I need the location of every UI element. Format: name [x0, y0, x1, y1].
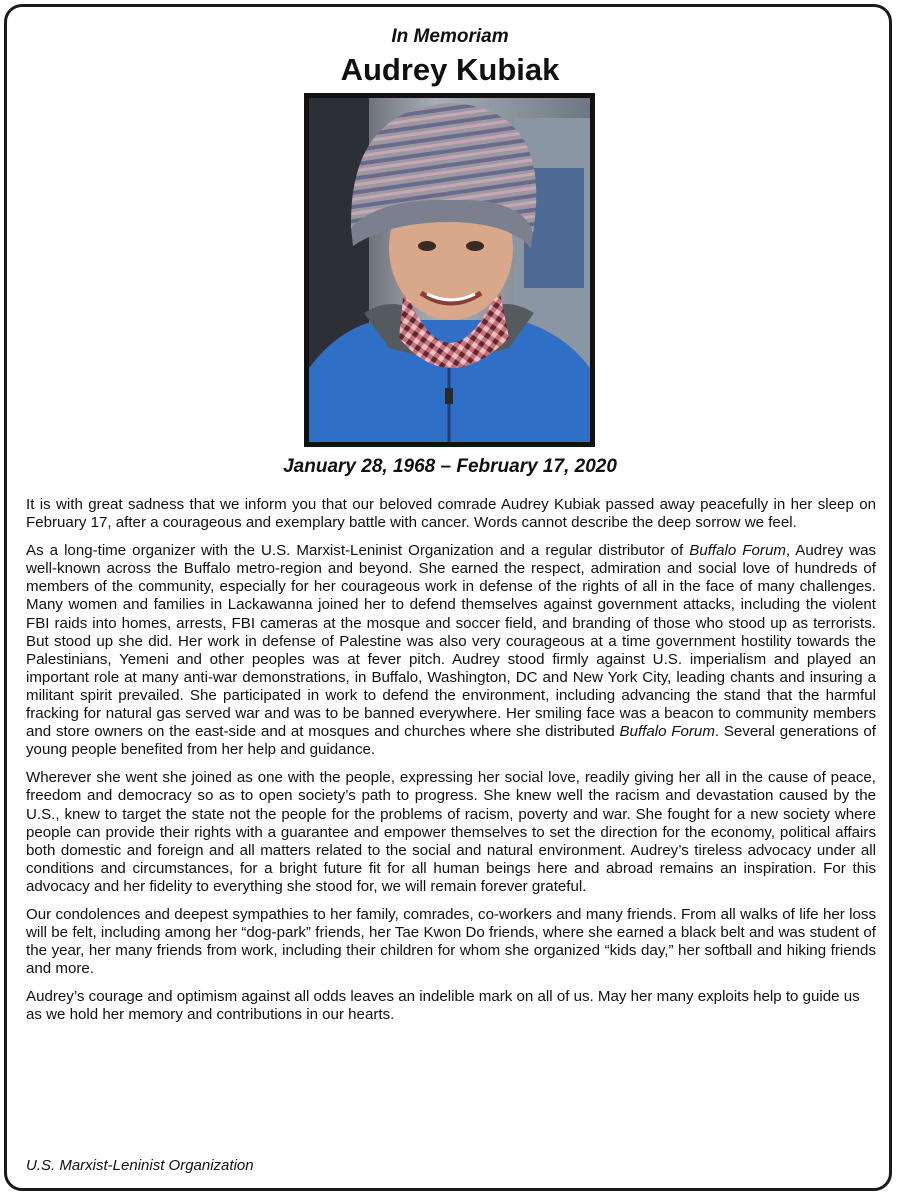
paragraph-1: It is with great sadness that we inform you that our beloved comrade Audrey Kubiak passed away peacefully in her sleep on February 17, after a courageous and exemplary battle with cancer. Words cannot describe the deep sorrow we feel. — [26, 496, 876, 532]
portrait-illustration — [309, 98, 590, 442]
portrait-photo — [304, 93, 595, 447]
signature: U.S. Marxist-Leninist Organization — [26, 1157, 254, 1174]
publication-title: Buffalo Forum — [619, 723, 715, 741]
paragraph-2-text-b: , Audrey was well-known across the Buffalo metro-region and beyond. She earned the respect, admiration and social love of hundreds of members of the community, especially for her courageous work in defense of the rights of all in the face of many challenges. Many women and families in Lackawanna joined her to defend themselves against government attacks, including the violent FBI raids into homes, arrests, FBI cameras at the mosque and soccer field, and branding of those who stood up as terrorists. But stood up she did. Her work in defense of Palestine was also very courageous at a time government hostility towards the Palestinians, Yemeni and other peoples was at fever pitch. Audrey stood firmly against U.S. imperialism and played an important role at many anti-war demonstrations, in Buffalo, Washington, DC and New York City, leading chants and insuring a militant spirit prevailed. She participated in work to defend the environment, including advancing the stand that the harmful fracking for natural gas served war and was to be banned everywhere. Her smiling face was a beacon to community members and store owners on the east-side and at mosques and churches where she distributed — [26, 542, 877, 741]
life-dates: January 28, 1968 – February 17, 2020 — [283, 456, 617, 477]
paragraph-2 — [26, 542, 876, 759]
kicker-heading: In Memoriam — [391, 26, 509, 47]
page-title: Audrey Kubiak — [340, 52, 560, 87]
paragraph-4: Our condolences and deepest sympathies to her family, comrades, co-workers and many friends. From all walks of life her loss will be felt, including among her “dog-park” friends, her Tae Kwon Do friends, where she earned a black belt and was student of the year, her many friends from work, including their children for whom she organized “kids day,” her softball and hiking friends and more. — [26, 905, 876, 978]
obituary-body — [26, 496, 876, 1035]
paragraph-2-text-a: As a long-time organizer with the U.S. Marxist-Leninist Organization and a regular distributor of — [26, 542, 690, 560]
paragraph-5: Audrey’s courage and optimism against all odds leaves an indelible mark on all of us. May her many exploits help to guide us as we hold her memory and contributions in our hearts. — [26, 988, 860, 1024]
paragraph-3: Wherever she went she joined as one with the people, expressing her social love, readily giving her all in the cause of peace, freedom and democracy so as to open society’s path to progress. She knew well the racism and devastation caused by the U.S., knew to target the state not the people for the problems of racism, poverty and war. She fought for a new society where people can provide their rights with a guarantee and empower themselves to set the direction for the economy, political affairs both domestic and foreign and all matters related to the social and natural environment. Audrey’s tireless advocacy under all conditions and circumstances, for a bright future fit for all human beings here and abroad remains an inspiration. For this advocacy and her fidelity to everything she stood for, we will remain forever grateful. — [26, 769, 876, 895]
paragraph-2-text-c: . Several generations of young people benefited from her help and guidance. — [26, 723, 876, 759]
publication-title: Buffalo Forum — [689, 542, 786, 560]
